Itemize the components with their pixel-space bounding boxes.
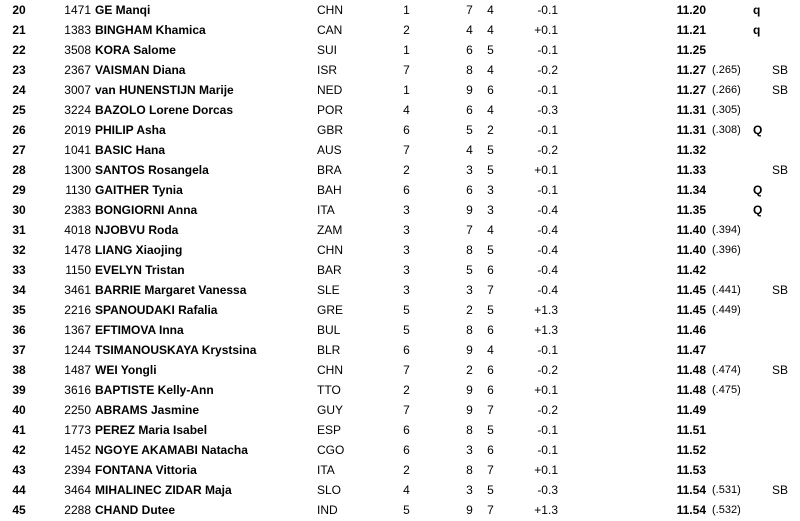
rank-cell: 40 bbox=[12, 403, 26, 417]
bib-cell: 1471 bbox=[64, 3, 91, 17]
athlete-name-cell: CHAND Dutee bbox=[95, 503, 176, 517]
athlete-name-cell: TSIMANOUSKAYA Krystsina bbox=[95, 343, 257, 357]
bib-cell: 1367 bbox=[64, 323, 91, 337]
wind-cell: -0.4 bbox=[537, 223, 558, 237]
lane-cell: 3 bbox=[466, 283, 473, 297]
heat-cell: 1 bbox=[403, 43, 410, 57]
time-cell: 11.32 bbox=[676, 143, 706, 157]
bib-cell: 1300 bbox=[64, 163, 91, 177]
time-cell: 11.49 bbox=[676, 403, 706, 417]
heat-position-cell: 4 bbox=[487, 23, 494, 37]
nation-cell: BRA bbox=[317, 163, 342, 177]
heat-position-cell: 3 bbox=[487, 183, 494, 197]
bib-cell: 1478 bbox=[64, 243, 91, 257]
lane-cell: 8 bbox=[466, 423, 473, 437]
nation-cell: GRE bbox=[317, 303, 344, 317]
table-row bbox=[0, 480, 800, 500]
wind-cell: -0.2 bbox=[537, 63, 558, 77]
lane-cell: 3 bbox=[466, 443, 473, 457]
wind-cell: +1.3 bbox=[534, 323, 558, 337]
heat-position-cell: 5 bbox=[487, 143, 494, 157]
bib-cell: 3007 bbox=[64, 83, 91, 97]
heat-cell: 6 bbox=[403, 343, 410, 357]
time-cell: 11.46 bbox=[676, 323, 706, 337]
heat-cell: 5 bbox=[403, 503, 410, 517]
heat-position-cell: 6 bbox=[487, 83, 494, 97]
nation-cell: BAR bbox=[317, 263, 342, 277]
athlete-name-cell: NGOYE AKAMABI Natacha bbox=[95, 443, 248, 457]
thousandths-cell: (.265) bbox=[712, 64, 741, 76]
thousandths-cell: (.449) bbox=[712, 304, 741, 316]
rank-cell: 28 bbox=[12, 163, 26, 177]
table-row bbox=[0, 460, 800, 480]
rank-cell: 33 bbox=[12, 263, 26, 277]
time-cell: 11.40 bbox=[676, 223, 706, 237]
time-cell: 11.54 bbox=[676, 503, 706, 517]
heat-cell: 3 bbox=[403, 263, 410, 277]
time-cell: 11.42 bbox=[676, 263, 706, 277]
lane-cell: 9 bbox=[466, 203, 473, 217]
wind-cell: +0.1 bbox=[534, 163, 558, 177]
nation-cell: SLE bbox=[317, 283, 340, 297]
heat-position-cell: 5 bbox=[487, 243, 494, 257]
heat-position-cell: 2 bbox=[487, 123, 494, 137]
lane-cell: 7 bbox=[466, 223, 473, 237]
nation-cell: GBR bbox=[317, 123, 344, 137]
heat-position-cell: 7 bbox=[487, 403, 494, 417]
athlete-name-cell: NJOBVU Roda bbox=[95, 223, 179, 237]
table-row bbox=[0, 280, 800, 300]
thousandths-cell: (.531) bbox=[712, 484, 741, 496]
wind-cell: -0.1 bbox=[537, 3, 558, 17]
bib-cell: 1150 bbox=[65, 263, 91, 277]
nation-cell: BAH bbox=[317, 183, 342, 197]
lane-cell: 9 bbox=[466, 383, 473, 397]
heat-position-cell: 5 bbox=[487, 303, 494, 317]
rank-cell: 30 bbox=[12, 203, 26, 217]
heat-position-cell: 4 bbox=[487, 223, 494, 237]
athlete-name-cell: VAISMAN Diana bbox=[95, 63, 186, 77]
table-row bbox=[0, 320, 800, 340]
table-row bbox=[0, 420, 800, 440]
bib-cell: 2250 bbox=[64, 403, 91, 417]
wind-cell: -0.2 bbox=[537, 403, 558, 417]
wind-cell: +0.1 bbox=[534, 383, 558, 397]
athlete-name-cell: BARRIE Margaret Vanessa bbox=[95, 283, 247, 297]
heat-position-cell: 6 bbox=[487, 383, 494, 397]
heat-cell: 3 bbox=[403, 203, 410, 217]
athlete-name-cell: MIHALINEC ZIDAR Maja bbox=[95, 483, 232, 497]
athlete-name-cell: WEI Yongli bbox=[95, 363, 157, 377]
time-cell: 11.53 bbox=[676, 463, 706, 477]
heat-cell: 7 bbox=[403, 363, 410, 377]
bib-cell: 3464 bbox=[64, 483, 91, 497]
table-row bbox=[0, 100, 800, 120]
heat-cell: 3 bbox=[403, 243, 410, 257]
table-row bbox=[0, 400, 800, 420]
heat-cell: 1 bbox=[403, 83, 410, 97]
rank-cell: 45 bbox=[12, 503, 26, 517]
wind-cell: -0.1 bbox=[537, 423, 558, 437]
heat-cell: 7 bbox=[403, 403, 410, 417]
athlete-name-cell: FONTANA Vittoria bbox=[95, 463, 197, 477]
heat-position-cell: 4 bbox=[487, 343, 494, 357]
rank-cell: 37 bbox=[12, 343, 26, 357]
athlete-name-cell: LIANG Xiaojing bbox=[95, 243, 183, 257]
bib-cell: 3224 bbox=[64, 103, 91, 117]
wind-cell: -0.3 bbox=[537, 483, 558, 497]
rank-cell: 22 bbox=[12, 43, 26, 57]
lane-cell: 2 bbox=[466, 363, 473, 377]
heat-position-cell: 7 bbox=[487, 503, 494, 517]
rank-cell: 39 bbox=[12, 383, 26, 397]
record-cell: SB bbox=[772, 283, 789, 297]
heat-cell: 6 bbox=[403, 123, 410, 137]
bib-cell: 1041 bbox=[64, 143, 91, 157]
record-cell: SB bbox=[772, 163, 789, 177]
heat-position-cell: 7 bbox=[487, 283, 494, 297]
bib-cell: 1130 bbox=[65, 183, 91, 197]
table-row bbox=[0, 300, 800, 320]
nation-cell: TTO bbox=[317, 383, 341, 397]
wind-cell: +0.1 bbox=[534, 23, 558, 37]
heat-position-cell: 7 bbox=[487, 463, 494, 477]
athlete-name-cell: BONGIORNI Anna bbox=[95, 203, 198, 217]
thousandths-cell: (.394) bbox=[712, 224, 741, 236]
nation-cell: BLR bbox=[317, 343, 341, 357]
nation-cell: CHN bbox=[317, 363, 343, 377]
wind-cell: -0.4 bbox=[537, 243, 558, 257]
nation-cell: IND bbox=[317, 503, 338, 517]
table-row bbox=[0, 440, 800, 460]
bib-cell: 1244 bbox=[64, 343, 91, 357]
rank-cell: 38 bbox=[12, 363, 26, 377]
bib-cell: 2394 bbox=[64, 463, 91, 477]
record-cell: SB bbox=[772, 83, 789, 97]
wind-cell: +1.3 bbox=[534, 503, 558, 517]
wind-cell: -0.3 bbox=[537, 103, 558, 117]
time-cell: 11.33 bbox=[676, 163, 706, 177]
athlete-name-cell: PEREZ Maria Isabel bbox=[95, 423, 208, 437]
time-cell: 11.27 bbox=[676, 83, 706, 97]
heat-cell: 2 bbox=[403, 163, 410, 177]
lane-cell: 5 bbox=[466, 123, 473, 137]
time-cell: 11.35 bbox=[676, 203, 706, 217]
time-cell: 11.52 bbox=[676, 443, 706, 457]
heat-position-cell: 5 bbox=[487, 423, 494, 437]
table-row bbox=[0, 380, 800, 400]
wind-cell: -0.2 bbox=[537, 143, 558, 157]
wind-cell: -0.1 bbox=[537, 123, 558, 137]
lane-cell: 4 bbox=[466, 143, 473, 157]
time-cell: 11.27 bbox=[676, 63, 706, 77]
heat-position-cell: 4 bbox=[487, 3, 494, 17]
qualification-cell: Q bbox=[753, 203, 763, 217]
heat-cell: 7 bbox=[403, 143, 410, 157]
qualification-cell: Q bbox=[753, 123, 763, 137]
table-row bbox=[0, 40, 800, 60]
heat-cell: 6 bbox=[403, 443, 410, 457]
heat-cell: 1 bbox=[403, 3, 410, 17]
table-row bbox=[0, 260, 800, 280]
table-row bbox=[0, 180, 800, 200]
bib-cell: 2216 bbox=[64, 303, 91, 317]
nation-cell: ITA bbox=[317, 203, 335, 217]
bib-cell: 1383 bbox=[64, 23, 91, 37]
bib-cell: 3461 bbox=[64, 283, 91, 297]
rank-cell: 25 bbox=[12, 103, 26, 117]
heat-cell: 3 bbox=[403, 283, 410, 297]
rank-cell: 44 bbox=[12, 483, 26, 497]
lane-cell: 3 bbox=[466, 483, 473, 497]
athlete-name-cell: BASIC Hana bbox=[95, 143, 166, 157]
time-cell: 11.48 bbox=[676, 363, 706, 377]
heat-position-cell: 6 bbox=[487, 263, 494, 277]
nation-cell: CGO bbox=[317, 443, 345, 457]
time-cell: 11.45 bbox=[676, 303, 706, 317]
thousandths-cell: (.532) bbox=[712, 504, 741, 516]
nation-cell: BUL bbox=[317, 323, 341, 337]
heat-position-cell: 6 bbox=[487, 363, 494, 377]
athlete-name-cell: BAPTISTE Kelly-Ann bbox=[95, 383, 214, 397]
rank-cell: 23 bbox=[12, 63, 26, 77]
heat-cell: 5 bbox=[403, 303, 410, 317]
time-cell: 11.31 bbox=[676, 123, 706, 137]
rank-cell: 24 bbox=[12, 83, 26, 97]
time-cell: 11.40 bbox=[676, 243, 706, 257]
nation-cell: ITA bbox=[317, 463, 335, 477]
record-cell: SB bbox=[772, 483, 789, 497]
heat-position-cell: 4 bbox=[487, 103, 494, 117]
heat-cell: 6 bbox=[403, 423, 410, 437]
table-row bbox=[0, 240, 800, 260]
table-row bbox=[0, 140, 800, 160]
wind-cell: -0.1 bbox=[537, 43, 558, 57]
heat-position-cell: 5 bbox=[487, 163, 494, 177]
nation-cell: ISR bbox=[317, 63, 338, 77]
lane-cell: 5 bbox=[466, 263, 473, 277]
time-cell: 11.45 bbox=[676, 283, 706, 297]
time-cell: 11.25 bbox=[676, 43, 706, 57]
table-row bbox=[0, 60, 800, 80]
thousandths-cell: (.305) bbox=[712, 104, 741, 116]
bib-cell: 2383 bbox=[64, 203, 91, 217]
qualification-cell: q bbox=[753, 23, 761, 37]
athlete-name-cell: EFTIMOVA Inna bbox=[95, 323, 184, 337]
qualification-cell: Q bbox=[753, 183, 763, 197]
heat-cell: 4 bbox=[403, 483, 410, 497]
time-cell: 11.51 bbox=[676, 423, 706, 437]
nation-cell: SUI bbox=[317, 43, 338, 57]
lane-cell: 6 bbox=[466, 103, 473, 117]
bib-cell: 2019 bbox=[64, 123, 91, 137]
bib-cell: 1487 bbox=[64, 363, 91, 377]
lane-cell: 7 bbox=[466, 3, 473, 17]
rank-cell: 21 bbox=[12, 23, 26, 37]
athlete-name-cell: SANTOS Rosangela bbox=[95, 163, 209, 177]
lane-cell: 8 bbox=[466, 243, 473, 257]
athlete-name-cell: SPANOUDAKI Rafalia bbox=[95, 303, 218, 317]
lane-cell: 9 bbox=[466, 343, 473, 357]
nation-cell: ZAM bbox=[317, 223, 343, 237]
wind-cell: -0.4 bbox=[537, 263, 558, 277]
athlete-name-cell: GE Manqi bbox=[95, 3, 151, 17]
bib-cell: 2288 bbox=[64, 503, 91, 517]
nation-cell: CHN bbox=[317, 243, 343, 257]
thousandths-cell: (.396) bbox=[712, 244, 741, 256]
rank-cell: 29 bbox=[12, 183, 26, 197]
table-row bbox=[0, 220, 800, 240]
table-row bbox=[0, 340, 800, 360]
lane-cell: 8 bbox=[466, 323, 473, 337]
time-cell: 11.20 bbox=[676, 3, 706, 17]
nation-cell: CAN bbox=[317, 23, 343, 37]
table-row bbox=[0, 20, 800, 40]
nation-cell: NED bbox=[317, 83, 343, 97]
time-cell: 11.21 bbox=[676, 23, 706, 37]
lane-cell: 8 bbox=[466, 63, 473, 77]
heat-cell: 2 bbox=[403, 383, 410, 397]
time-cell: 11.48 bbox=[676, 383, 706, 397]
thousandths-cell: (.475) bbox=[712, 384, 741, 396]
heat-cell: 6 bbox=[403, 183, 410, 197]
table-row bbox=[0, 200, 800, 220]
heat-position-cell: 5 bbox=[487, 483, 494, 497]
wind-cell: +0.1 bbox=[534, 463, 558, 477]
lane-cell: 9 bbox=[466, 503, 473, 517]
table-row bbox=[0, 160, 800, 180]
lane-cell: 9 bbox=[466, 83, 473, 97]
table-row bbox=[0, 0, 800, 20]
rank-cell: 35 bbox=[12, 303, 26, 317]
table-row bbox=[0, 500, 800, 520]
nation-cell: GUY bbox=[317, 403, 344, 417]
rank-cell: 43 bbox=[12, 463, 26, 477]
record-cell: SB bbox=[772, 63, 789, 77]
wind-cell: -0.1 bbox=[537, 443, 558, 457]
table-row bbox=[0, 360, 800, 380]
bib-cell: 2367 bbox=[64, 63, 91, 77]
qualification-cell: q bbox=[753, 3, 761, 17]
heat-cell: 2 bbox=[403, 23, 410, 37]
wind-cell: -0.4 bbox=[537, 203, 558, 217]
heat-position-cell: 5 bbox=[487, 43, 494, 57]
table-row bbox=[0, 80, 800, 100]
lane-cell: 2 bbox=[466, 303, 473, 317]
athlete-name-cell: EVELYN Tristan bbox=[95, 263, 185, 277]
athlete-name-cell: GAITHER Tynia bbox=[95, 183, 183, 197]
thousandths-cell: (.474) bbox=[712, 364, 741, 376]
wind-cell: -0.1 bbox=[537, 343, 558, 357]
rank-cell: 26 bbox=[12, 123, 26, 137]
heat-cell: 2 bbox=[403, 463, 410, 477]
time-cell: 11.34 bbox=[676, 183, 706, 197]
heat-cell: 7 bbox=[403, 63, 410, 77]
athlete-name-cell: ABRAMS Jasmine bbox=[95, 403, 200, 417]
time-cell: 11.31 bbox=[676, 103, 706, 117]
lane-cell: 9 bbox=[466, 403, 473, 417]
time-cell: 11.54 bbox=[676, 483, 706, 497]
wind-cell: -0.4 bbox=[537, 283, 558, 297]
bib-cell: 1773 bbox=[64, 423, 91, 437]
heat-cell: 5 bbox=[403, 323, 410, 337]
heat-cell: 3 bbox=[403, 223, 410, 237]
lane-cell: 6 bbox=[466, 43, 473, 57]
rank-cell: 32 bbox=[12, 243, 26, 257]
bib-cell: 1452 bbox=[64, 443, 91, 457]
time-cell: 11.47 bbox=[676, 343, 706, 357]
rank-cell: 36 bbox=[12, 323, 26, 337]
record-cell: SB bbox=[772, 363, 789, 377]
lane-cell: 3 bbox=[466, 163, 473, 177]
table-row bbox=[0, 120, 800, 140]
rank-cell: 27 bbox=[12, 143, 26, 157]
lane-cell: 6 bbox=[466, 183, 473, 197]
nation-cell: SLO bbox=[317, 483, 342, 497]
wind-cell: +1.3 bbox=[534, 303, 558, 317]
wind-cell: -0.1 bbox=[537, 83, 558, 97]
thousandths-cell: (.441) bbox=[712, 284, 741, 296]
heat-position-cell: 6 bbox=[487, 443, 494, 457]
athlete-name-cell: BAZOLO Lorene Dorcas bbox=[95, 103, 234, 117]
athlete-name-cell: PHILIP Asha bbox=[95, 123, 166, 137]
athlete-name-cell: BINGHAM Khamica bbox=[95, 23, 206, 37]
rank-cell: 42 bbox=[12, 443, 26, 457]
heat-position-cell: 4 bbox=[487, 63, 494, 77]
bib-cell: 4018 bbox=[64, 223, 91, 237]
wind-cell: -0.2 bbox=[537, 363, 558, 377]
nation-cell: AUS bbox=[317, 143, 342, 157]
lane-cell: 4 bbox=[466, 23, 473, 37]
athlete-name-cell: KORA Salome bbox=[95, 43, 176, 57]
heat-position-cell: 6 bbox=[487, 323, 494, 337]
rank-cell: 20 bbox=[12, 3, 26, 17]
lane-cell: 8 bbox=[466, 463, 473, 477]
bib-cell: 3616 bbox=[64, 383, 91, 397]
rank-cell: 41 bbox=[12, 423, 26, 437]
heat-position-cell: 3 bbox=[487, 203, 494, 217]
rank-cell: 34 bbox=[12, 283, 26, 297]
wind-cell: -0.1 bbox=[537, 183, 558, 197]
thousandths-cell: (.308) bbox=[712, 124, 741, 136]
rank-cell: 31 bbox=[12, 223, 26, 237]
nation-cell: CHN bbox=[317, 3, 343, 17]
nation-cell: ESP bbox=[317, 423, 342, 437]
nation-cell: POR bbox=[317, 103, 344, 117]
athlete-name-cell: van HUNENSTIJN Marije bbox=[95, 83, 234, 97]
thousandths-cell: (.266) bbox=[712, 84, 741, 96]
bib-cell: 3508 bbox=[64, 43, 91, 57]
heat-cell: 4 bbox=[403, 103, 410, 117]
